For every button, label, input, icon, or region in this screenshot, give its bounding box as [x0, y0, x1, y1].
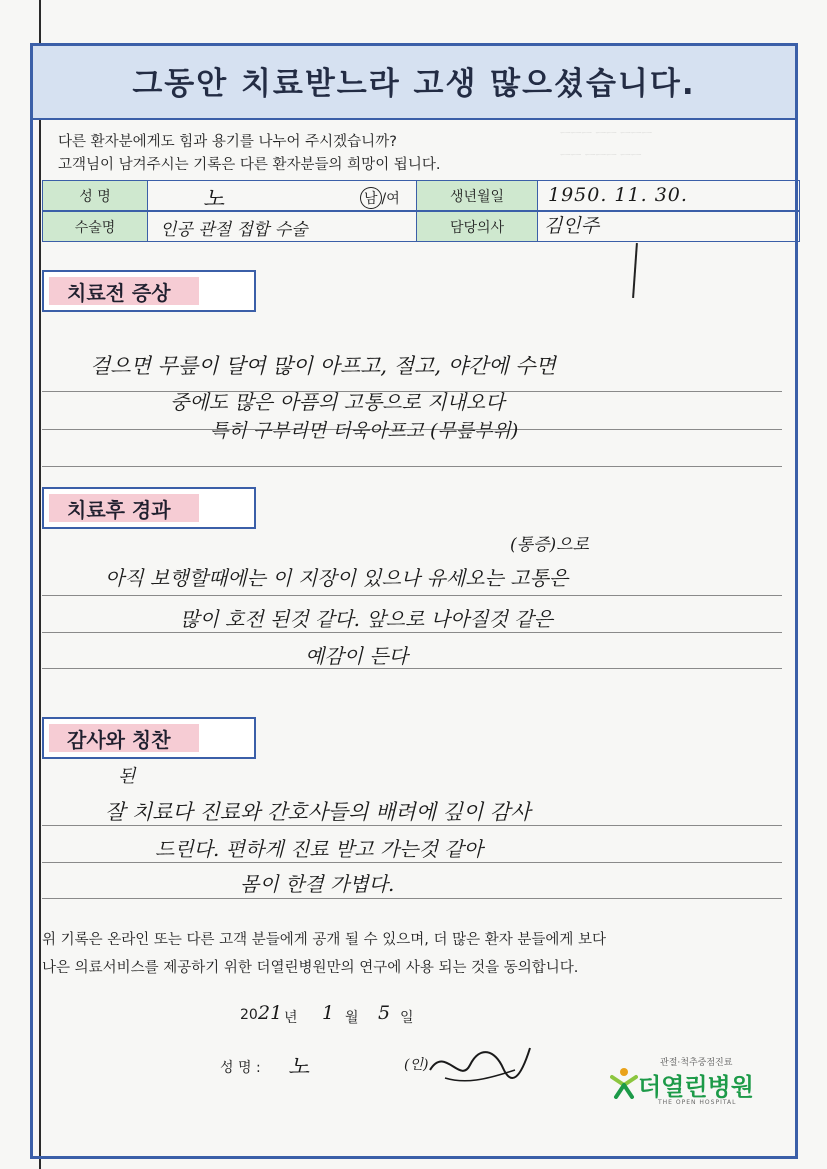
- after-annotation: (통증)으로: [510, 535, 589, 555]
- section-thanks-header: [42, 717, 256, 759]
- date-year-value[interactable]: 21: [258, 1002, 283, 1024]
- section-after-header: [42, 487, 256, 529]
- date-day-label: 일: [400, 1010, 414, 1026]
- ruled-line: [42, 862, 782, 863]
- sex-selector[interactable]: [360, 187, 400, 209]
- birth-field[interactable]: [537, 180, 800, 211]
- person-icon: [610, 1067, 638, 1099]
- after-line-1: 아직 보행할때에는 이 지장이 있으나 유세오는 고통은: [105, 566, 569, 590]
- thanks-line-2: 드린다. 편하게 진료 받고 가는것 같아: [155, 837, 483, 861]
- ruled-line: [42, 595, 782, 596]
- bleed-through-text: ㅡㅡㅡ ㅡㅡ ㅡㅡㅡ: [560, 127, 653, 140]
- doctor-value: 김인주: [544, 215, 600, 237]
- date-day-value[interactable]: 5: [378, 1002, 391, 1024]
- intro-line-1: 다른 환자분에게도 힘과 용기를 나누어 주시겠습니까?: [58, 134, 397, 150]
- sex-separator: /: [381, 191, 387, 207]
- hospital-english-name: THE OPEN HOSPITAL: [658, 1099, 737, 1106]
- ruled-line: [42, 632, 782, 633]
- page-title: 그동안 치료받느라 고생 많으셨습니다.: [132, 66, 696, 102]
- before-line-1: 걸으면 무릎이 달여 많이 아프고, 절고, 야간에 수면: [90, 354, 556, 378]
- signature-label: 성 명 :: [220, 1060, 261, 1076]
- surgery-label: 수술명: [42, 211, 148, 242]
- date-month-value[interactable]: 1: [322, 1002, 335, 1024]
- section-thanks-label: 감사와 칭찬: [49, 724, 199, 752]
- hospital-name: 더열린병원: [638, 1073, 754, 1101]
- consent-line-2: 나은 의료서비스를 제공하기 위한 더열린병원만의 연구에 사용 되는 것을 동의합니다.: [42, 960, 579, 976]
- after-line-3: 예감이 든다: [305, 644, 408, 668]
- surgery-field[interactable]: [147, 211, 417, 242]
- thanks-line-3: 몸이 한결 가볍다.: [240, 872, 395, 896]
- ruled-line: [42, 668, 782, 669]
- name-field[interactable]: [147, 180, 417, 211]
- signature-name[interactable]: 노: [288, 1055, 310, 1080]
- doctor-label: 담당의사: [416, 211, 538, 242]
- birth-label: 생년월일: [416, 180, 538, 211]
- thanks-annotation: 된: [118, 766, 136, 787]
- date-month-label: 월: [345, 1010, 359, 1026]
- ruled-line: [42, 898, 782, 899]
- thanks-line-1: 잘 치료다 진료와 간호사들의 배려에 깊이 감사: [105, 800, 531, 824]
- before-line-3: 특히 구부리면 더욱아프고 (무릎부위): [210, 420, 519, 442]
- section-after-label: 치료후 경과: [49, 494, 199, 522]
- bleed-through-text: ㅡㅡ ㅡㅡㅡ ㅡㅡ: [560, 149, 642, 162]
- intro-line-2: 고객님이 남겨주시는 기록은 다른 환자분들의 희망이 됩니다.: [58, 157, 441, 173]
- sex-female-option[interactable]: 여: [386, 191, 400, 207]
- hospital-logo: [610, 1055, 760, 1115]
- section-before-header: [42, 270, 256, 312]
- surgery-value: 인공 관절 접합 수술: [160, 220, 308, 240]
- sex-male-option[interactable]: 남: [360, 187, 382, 209]
- consent-line-1: 위 기록은 온라인 또는 다른 고객 분들에게 공개 될 수 있으며, 더 많은 환자 분들에게 보다: [42, 932, 606, 948]
- signature-seal-mark: (인): [404, 1057, 429, 1073]
- ruled-line: [42, 466, 782, 467]
- patient-info-table: [42, 180, 800, 243]
- date-year-label: 년: [284, 1010, 298, 1026]
- before-line-2: 중에도 많은 아픔의 고통으로 지내오다: [170, 390, 505, 414]
- name-value: 노: [203, 187, 225, 212]
- hospital-tagline: 관절·척추중점진료: [660, 1058, 733, 1068]
- after-line-2: 많이 호전 된것 같다. 앞으로 나아질것 같은: [180, 607, 553, 631]
- handwritten-signature: [425, 1040, 535, 1095]
- name-label: 성 명: [42, 180, 148, 211]
- section-before-label: 치료전 증상: [49, 277, 199, 305]
- birth-value: 1950. 11. 30.: [548, 184, 688, 206]
- doctor-field[interactable]: [537, 211, 800, 242]
- date-year-prefix: 20: [240, 1007, 258, 1023]
